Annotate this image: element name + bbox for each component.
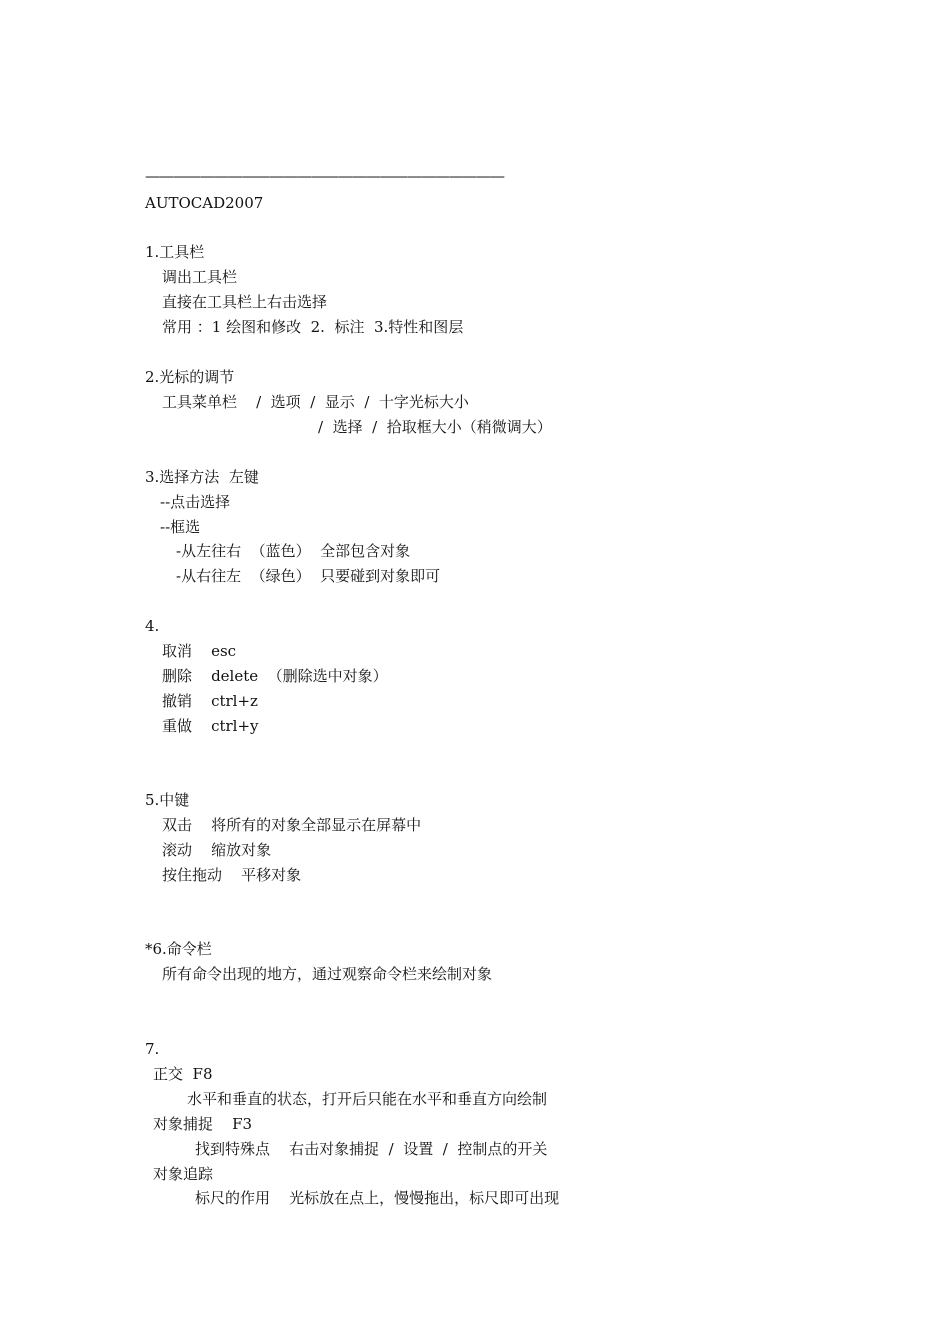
section-heading-selection: 3.选择方法 左键 xyxy=(145,468,259,486)
text-line: 标尺的作用 光标放在点上，慢慢拖出，标尺即可出现 xyxy=(195,1189,560,1207)
text-line: 按住拖动 平移对象 xyxy=(162,866,302,884)
text-line: 水平和垂直的状态，打开后只能在水平和垂直方向绘制 xyxy=(187,1090,548,1108)
text-line: 对象追踪 xyxy=(153,1165,214,1183)
text-line: 删除 delete （删除选中对象） xyxy=(162,667,388,685)
section-heading-middle-button: 5.中键 xyxy=(145,791,190,809)
section-heading-toolbar: 1.工具栏 xyxy=(145,243,205,261)
text-line: 找到特殊点 右击对象捕捉 / 设置 / 控制点的开关 xyxy=(195,1140,548,1158)
text-line: -从左往右 （蓝色） 全部包含对象 xyxy=(176,542,411,560)
text-line: 工具菜单栏 / 选项 / 显示 / 十字光标大小 xyxy=(162,393,469,411)
section-heading-cursor: 2.光标的调节 xyxy=(145,368,235,386)
text-line: 调出工具栏 xyxy=(162,268,238,286)
text-line: --框选 xyxy=(160,518,201,536)
text-line: 直接在工具栏上右击选择 xyxy=(162,293,328,311)
document-title: AUTOCAD2007 xyxy=(145,194,264,212)
text-line: 常用 ：1 绘图和修改 2. 标注 3.特性和图层 xyxy=(162,318,464,336)
section-heading-command-bar: *6.命令栏 xyxy=(145,940,212,958)
text-line: -从右往左 （绿色） 只要碰到对象即可 xyxy=(176,567,441,585)
text-line: 双击 将所有的对象全部显示在屏幕中 xyxy=(162,816,422,834)
separator-line: —————————————————————————— xyxy=(145,167,504,185)
section-heading-7: 7. xyxy=(145,1040,160,1058)
text-line: 对象捕捉 F3 xyxy=(153,1115,253,1133)
text-line: 取消 esc xyxy=(162,642,237,660)
text-line: 滚动 缩放对象 xyxy=(162,841,272,859)
text-line: --点击选择 xyxy=(160,493,231,511)
text-line: / 选择 / 拾取框大小（稍微调大） xyxy=(318,418,552,436)
text-line: 撤销 ctrl+z xyxy=(162,692,258,710)
text-line: 所有命令出现的地方，通过观察命令栏来绘制对象 xyxy=(162,965,493,983)
section-heading-4: 4. xyxy=(145,617,160,635)
text-line: 正交 F8 xyxy=(153,1065,213,1083)
text-line: 重做 ctrl+y xyxy=(162,717,259,735)
